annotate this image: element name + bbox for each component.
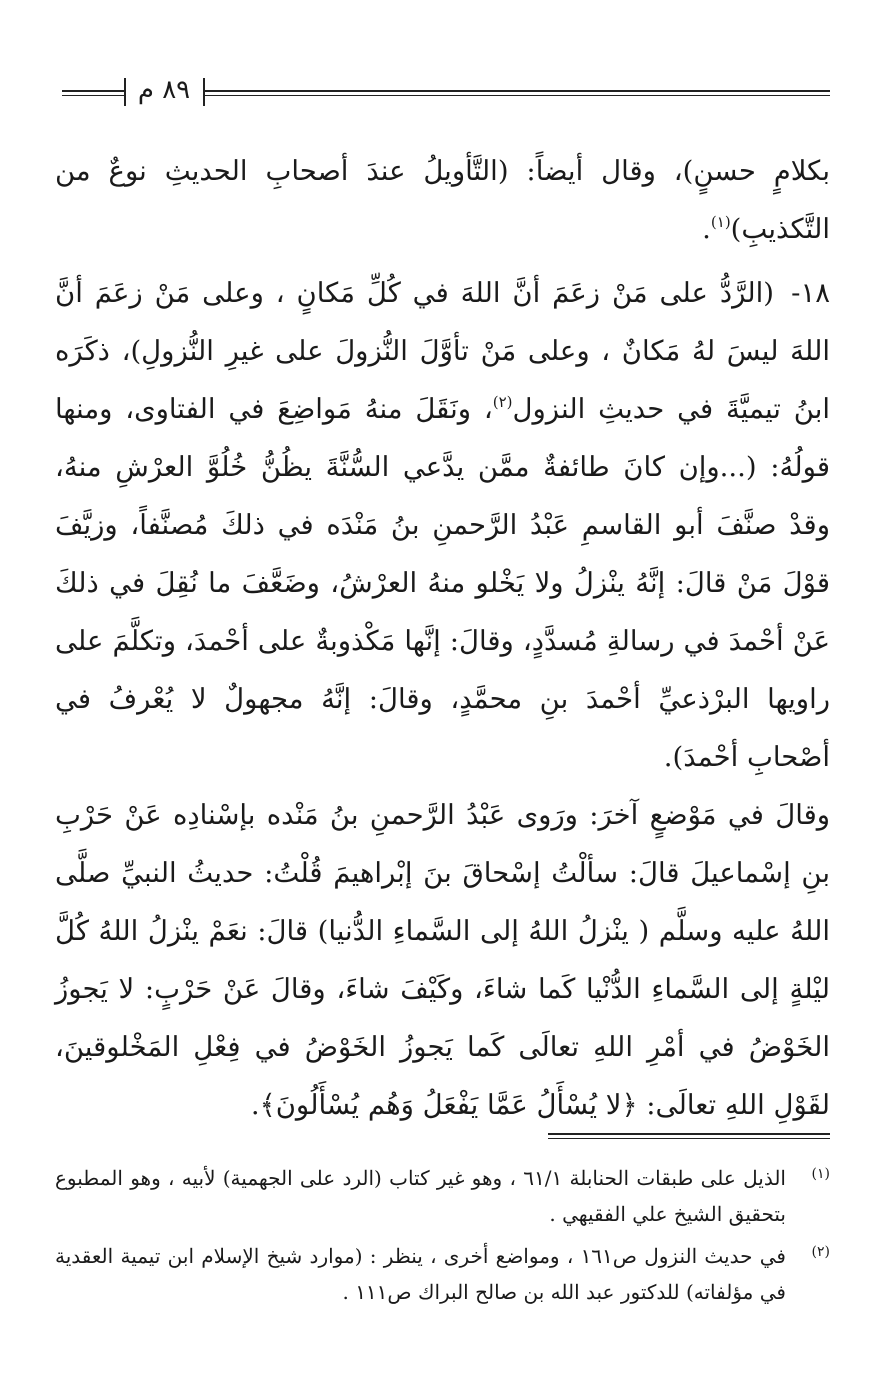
paragraph bbox=[55, 142, 830, 258]
footnotes bbox=[55, 1160, 830, 1316]
footnote bbox=[55, 1160, 830, 1232]
footnote-mark: (٢) bbox=[811, 1244, 830, 1260]
header-rule-left bbox=[62, 90, 124, 96]
paragraph: وقالَ في مَوْضعٍ آخرَ: ورَوى عَبْدُ الرَّحمنِ بنُ مَنْده بإسْنادِه عَنْ حَرْبِ بنِ إسْماعيلَ قالَ: سألْتُ إسْحاقَ بنَ إبْراهيمَ قُلْتُ: حديثُ النبيِّ صلَّى اللهُ عليه وسلَّم ( ينْزلُ اللهُ إلى السَّماءِ الدُّنيا) قالَ: نعَمْ ينْزلُ اللهُ كُلَّ ليْلةٍ إلى السَّماءِ الدُّنْيا كَما شاءَ، وكَيْفَ شاءَ، وقالَ عَنْ حَرْبٍ: لا يَجوزُ الخَوْضُ في أمْرِ اللهِ تعالَى كَما يَجوزُ الخَوْضُ في فِعْلِ المَخْلوقينَ، لقَوْلِ اللهِ تعالَى: ﴿لا يُسْأَلُ عَمَّا يَفْعَلُ وَهُم يُسْأَلُونَ﴾. bbox=[55, 799, 830, 1121]
item-text bbox=[55, 264, 830, 786]
item-text-part: ، ونَقَلَ منهُ مَواضِعَ في الفتاوى، ومنها قولُهُ: (...وإن كانَ طائفةٌ ممَّن يدَّعي السُّنَّةَ يظُنُّ خُلُوَّ العرْشِ منهُ، وقدْ صنَّفَ أبو القاسمِ عَبْدُ الرَّحمنِ بنُ مَنْدَه في ذلكَ مُصنَّفاً، وزيَّفَ قوْلَ مَنْ قالَ: إنَّهُ ينْزلُ ولا يَخْلو منهُ العرْشُ، وضَعَّفَ ما نُقِلَ في ذلكَ عَنْ أحْمدَ في رسالةِ مُسدَّدٍ، وقالَ: إنَّها مَكْذوبةٌ على أحْمدَ، وتكلَّمَ على راويها البرْذعيِّ أحْمدَ بنِ محمَّدٍ، وقالَ: إنَّهُ مجهولٌ لا يُعْرفُ في أصْحابِ أحْمدَ). bbox=[55, 393, 830, 773]
footnote-ref: (١) bbox=[710, 213, 731, 231]
header-rule-cap bbox=[124, 78, 126, 106]
item-number: ١٨- bbox=[791, 277, 830, 309]
paragraph-text: بكلامٍ حسنٍ)، وقال أيضاً: (التَّأويلُ عندَ أصحابِ الحديثِ نوعٌ من التَّكذيبِ) bbox=[55, 155, 830, 245]
numbered-item bbox=[55, 264, 830, 786]
footnote-separator bbox=[548, 1133, 830, 1139]
paragraph-end: . bbox=[702, 213, 711, 245]
item-text-part: (الرَّدُّ على مَنْ زعَمَ أنَّ اللهَ في كُلِّ مَكانٍ ، وعلى مَنْ زعَمَ أنَّ اللهَ ليسَ لهُ مَكانٌ ، وعلى مَنْ تأوَّلَ النُّزولَ على غيرِ النُّزولِ)، ذكَرَه ابنُ تيميَّةَ في حديثِ النزول bbox=[55, 277, 830, 425]
page-number: ٨٩ م bbox=[137, 75, 191, 105]
running-header bbox=[62, 70, 830, 116]
footnote-mark: (١) bbox=[811, 1166, 830, 1182]
header-rule-right bbox=[203, 90, 830, 96]
main-text bbox=[55, 142, 830, 1134]
footnote bbox=[55, 1238, 830, 1310]
footnote-text: في حديث النزول ص١٦١ ، ومواضع أخرى ، ينظر : (موارد شيخ الإسلام ابن تيمية العقدية في مؤلفاته) للدكتور عبد الله بن صالح البراك ص١١١ . bbox=[55, 1244, 786, 1304]
footnote-text: الذيل على طبقات الحنابلة ٦١/١ ، وهو غير كتاب (الرد على الجهمية) لأبيه ، وهو المطبوع بتحقيق الشيخ علي الفقيهي . bbox=[55, 1166, 786, 1226]
footnote-ref: (٢) bbox=[492, 393, 513, 411]
